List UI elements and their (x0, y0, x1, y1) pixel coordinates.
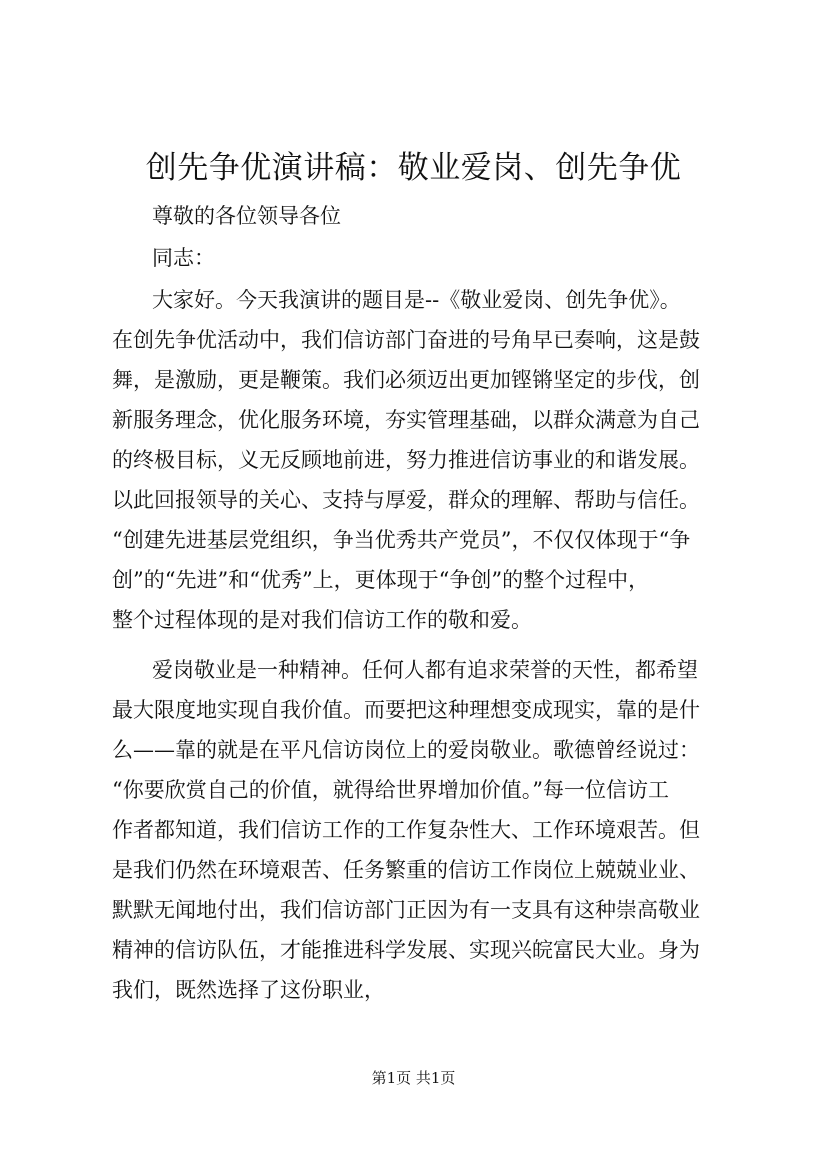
text-line: 以此回报领导的关心、支持与厚爱，群众的理解、帮助与信任。 (112, 488, 700, 512)
text-line: 精神的信访队伍，才能推进科学发展、实现兴皖富民大业。身为 (112, 938, 700, 962)
salutation-line: 尊敬的各位领导各位 (152, 204, 341, 228)
text-line: 么——靠的就是在平凡信访岗位上的爱岗敬业。歌德曾经说过： (112, 738, 700, 762)
text-line: 最大限度地实现自我价值。而要把这种理想变成现实，靠的是什 (112, 698, 700, 722)
text-line: 的终极目标，义无反顾地前进，努力推进信访事业的和谐发展。 (112, 448, 700, 472)
text-line: 爱岗敬业是一种精神。任何人都有追求荣誉的天性，都希望 (152, 658, 698, 682)
text-line: 舞，是激励，更是鞭策。我们必须迈出更加铿锵坚定的步伐，创 (112, 368, 700, 392)
text-line: 默默无闻地付出，我们信访部门正因为有一支具有这种崇高敬业 (112, 898, 700, 922)
text-line: 大家好。今天我演讲的题目是--《敬业爱岗、创先争优》。 (152, 288, 681, 312)
salutation-line: 同志： (152, 246, 215, 270)
text-line: 创”的“先进”和“优秀”上，更体现于“争创”的整个过程中， (112, 568, 650, 592)
text-line: 我们，既然选择了这份职业， (112, 978, 385, 1002)
text-line: 作者都知道，我们信访工作的工作复杂性大、工作环境艰苦。但 (112, 818, 700, 842)
text-line: 整个过程体现的是对我们信访工作的敬和爱。 (112, 608, 532, 632)
document-title: 创先争优演讲稿：敬业爱岗、创先争优 (145, 150, 682, 186)
text-line: “创建先进基层党组织，争当优秀共产党员”，不仅仅体现于“争 (112, 528, 691, 552)
text-line: 新服务理念，优化服务环境，夯实管理基础，以群众满意为自己 (112, 408, 700, 432)
text-line: 是我们仍然在环境艰苦、任务繁重的信访工作岗位上兢兢业业、 (112, 858, 700, 882)
text-line: “你要欣赏自己的价值，就得给世界增加价值。”每一位信访工 (112, 778, 669, 802)
page-footer: 第1页 共1页 (371, 1069, 456, 1087)
text-line: 在创先争优活动中，我们信访部门奋进的号角早已奏响，这是鼓 (112, 328, 700, 352)
